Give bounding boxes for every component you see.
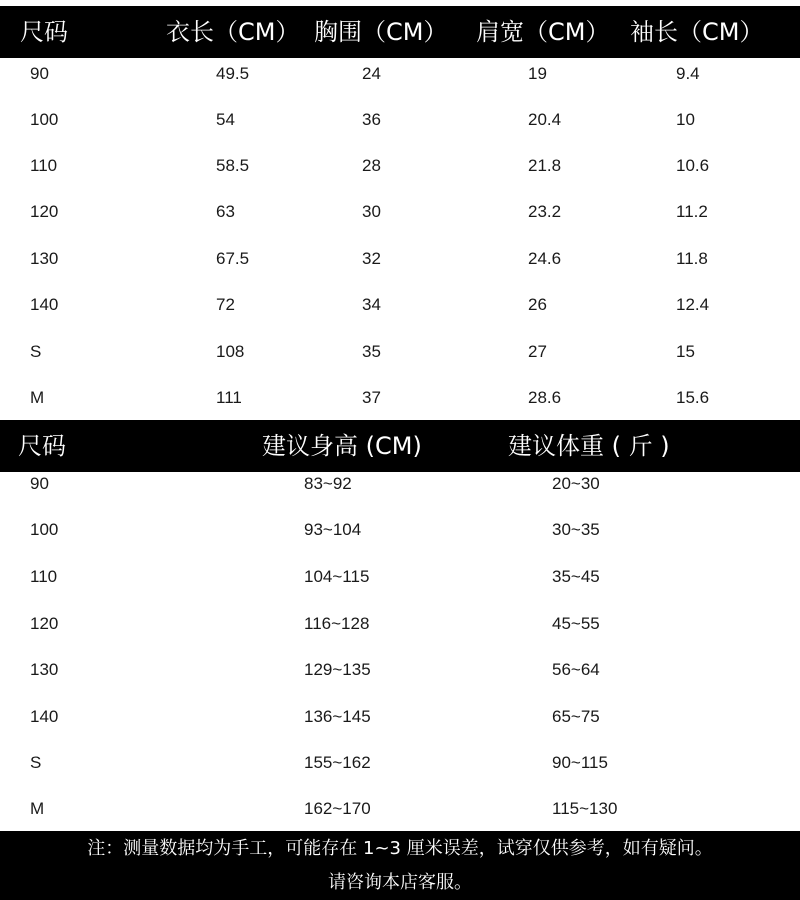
size-cell: 100: [30, 110, 59, 129]
size-cell: 110: [30, 156, 58, 175]
height-cell: 116~128: [304, 614, 370, 633]
header-size: 尺码: [20, 18, 68, 46]
height-cell: 162~170: [304, 799, 371, 818]
chest-cell: 24: [362, 64, 381, 83]
sleeve-cell: 11.8: [676, 249, 708, 268]
length-cell: 54: [216, 110, 235, 129]
weight-cell: 56~64: [552, 660, 600, 679]
chest-cell: 34: [362, 295, 381, 314]
height-cell: 93~104: [304, 520, 362, 539]
header-shoulder: 肩宽（CM）: [476, 18, 610, 46]
sleeve-cell: 15.6: [676, 388, 710, 407]
weight-cell: 45~55: [552, 614, 600, 633]
chest-cell: 32: [362, 249, 381, 268]
length-cell: 111: [216, 388, 242, 407]
shoulder-cell: 28.6: [528, 388, 562, 407]
weight-cell: 65~75: [552, 707, 600, 726]
size-cell: S: [30, 342, 42, 361]
chest-cell: 30: [362, 202, 381, 221]
weight-cell: 115~130: [552, 799, 618, 818]
size-table-header: [0, 6, 800, 58]
size-cell: 120: [30, 202, 59, 221]
size-cell: 110: [30, 567, 58, 586]
shoulder-cell: 21.8: [528, 156, 562, 175]
header-sleeve: 袖长（CM）: [630, 18, 764, 46]
shoulder-cell: 24.6: [528, 249, 562, 268]
size-cell: 130: [30, 249, 59, 268]
length-cell: 63: [216, 202, 235, 221]
footer-line-2: 请咨询本店客服。: [328, 872, 472, 893]
size-cell: 140: [30, 707, 59, 726]
size-cell: M: [30, 799, 45, 818]
chest-cell: 36: [362, 110, 381, 129]
recommend-table-header: [0, 420, 800, 472]
footer-line-1: 注：测量数据均为手工，可能存在 1~3 厘米误差，试穿仅供参考，如有疑问。: [87, 838, 713, 859]
height-cell: 129~135: [304, 660, 371, 679]
shoulder-cell: 19: [528, 64, 547, 83]
header-weight: 建议体重 ( 斤 ): [508, 432, 670, 460]
header-length: 衣长（CM）: [166, 18, 300, 46]
shoulder-cell: 27: [528, 342, 547, 361]
shoulder-cell: 23.2: [528, 202, 562, 221]
height-cell: 136~145: [304, 707, 371, 726]
chest-cell: 37: [362, 388, 381, 407]
weight-cell: 35~45: [552, 567, 600, 586]
sleeve-cell: 10.6: [676, 156, 710, 175]
weight-cell: 20~30: [552, 474, 600, 493]
sleeve-cell: 11.2: [676, 202, 708, 221]
header-height: 建议身高 (CM): [262, 432, 422, 460]
length-cell: 108: [216, 342, 245, 361]
size-cell: S: [30, 753, 42, 772]
header-chest: 胸围（CM）: [314, 18, 448, 46]
footer-note: [0, 831, 800, 900]
size-cell: 120: [30, 614, 59, 633]
length-cell: 72: [216, 295, 235, 314]
height-cell: 155~162: [304, 753, 371, 772]
sleeve-cell: 10: [676, 110, 695, 129]
shoulder-cell: 20.4: [528, 110, 562, 129]
sleeve-cell: 15: [676, 342, 695, 361]
height-cell: 83~92: [304, 474, 352, 493]
size-cell: M: [30, 388, 45, 407]
weight-cell: 30~35: [552, 520, 600, 539]
sleeve-cell: 9.4: [676, 64, 700, 83]
chest-cell: 28: [362, 156, 381, 175]
size-cell: 90: [30, 64, 49, 83]
size-cell: 90: [30, 474, 49, 493]
size-cell: 140: [30, 295, 59, 314]
weight-cell: 90~115: [552, 753, 608, 772]
sleeve-cell: 12.4: [676, 295, 710, 314]
length-cell: 67.5: [216, 249, 250, 268]
shoulder-cell: 26: [528, 295, 547, 314]
size-cell: 130: [30, 660, 59, 679]
chest-cell: 35: [362, 342, 381, 361]
length-cell: 58.5: [216, 156, 250, 175]
header-size-2: 尺码: [18, 432, 66, 460]
height-cell: 104~115: [304, 567, 370, 586]
length-cell: 49.5: [216, 64, 250, 83]
size-cell: 100: [30, 520, 59, 539]
